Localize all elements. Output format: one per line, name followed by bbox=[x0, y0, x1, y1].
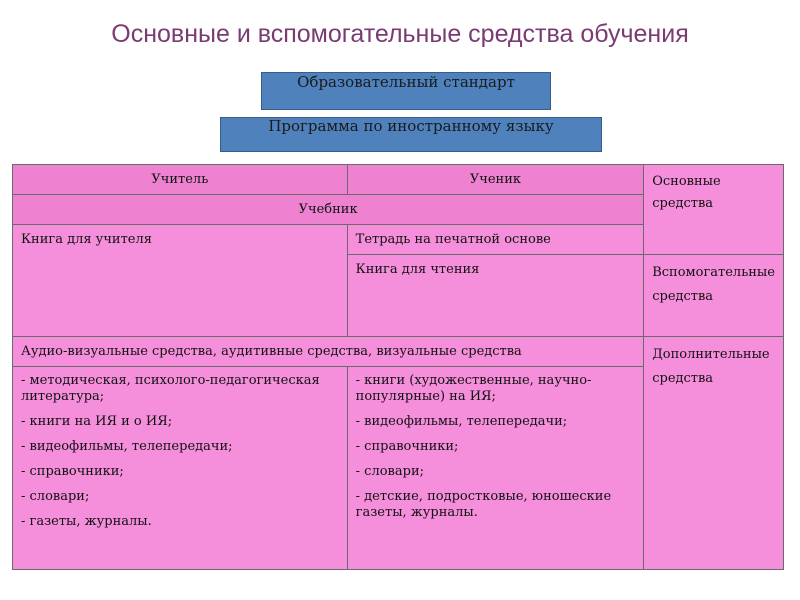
side-label-extra: Дополнительные средства bbox=[644, 337, 784, 570]
header-teacher: Учитель bbox=[13, 165, 348, 195]
list-item: - детские, подростковые, юношеские газеты, журналы. bbox=[355, 489, 612, 520]
side-label-main: Основные средства bbox=[644, 165, 784, 255]
page-title: Основные и вспомогательные средства обучения bbox=[111, 20, 689, 48]
student-list-cell bbox=[347, 367, 644, 570]
av-means-cell: Аудио-визуальные средства, аудитивные средства, визуальные средства bbox=[13, 337, 644, 367]
teacher-list-cell bbox=[13, 367, 348, 570]
list-item: - газеты, журналы. bbox=[21, 514, 152, 529]
list-item: - методическая, психолого-педагогическая литература; bbox=[21, 373, 320, 404]
workbook-cell: Тетрадь на печатной основе bbox=[347, 225, 644, 255]
list-item: - видеофильмы, телепередачи; bbox=[355, 414, 568, 429]
textbook-cell: Учебник bbox=[13, 195, 644, 225]
standard-box: Образовательный стандарт bbox=[261, 72, 551, 110]
side-label-aux: Вспомогательные средства bbox=[644, 255, 784, 337]
reader-cell: Книга для чтения bbox=[347, 255, 644, 337]
list-item: - книги на ИЯ и о ИЯ; bbox=[21, 414, 173, 429]
list-item: - словари; bbox=[21, 489, 90, 504]
list-item: - справочники; bbox=[355, 439, 459, 454]
header-student: Ученик bbox=[347, 165, 644, 195]
list-item: - видеофильмы, телепередачи; bbox=[21, 439, 233, 454]
means-table bbox=[12, 164, 784, 570]
teacher-book-cell: Книга для учителя bbox=[13, 225, 348, 337]
program-box: Программа по иностранному языку bbox=[220, 117, 602, 152]
list-item: - справочники; bbox=[21, 464, 124, 479]
list-item: - книги (художественные, научно-популярные) на ИЯ; bbox=[355, 373, 592, 404]
list-item: - словари; bbox=[355, 464, 424, 479]
